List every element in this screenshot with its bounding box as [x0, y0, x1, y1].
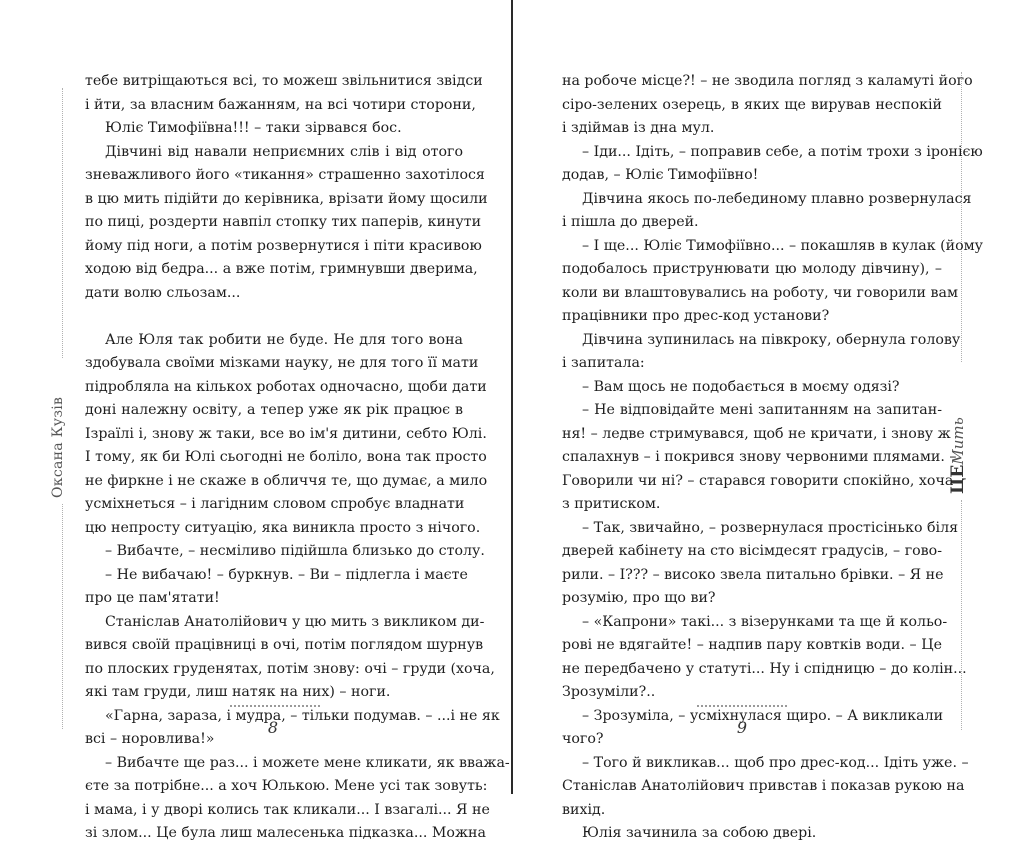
- text-line: ня! – ледве стримувався, щоб не кричати, і знову ж: [562, 425, 951, 442]
- right-margin-rule-bottom: [961, 500, 962, 730]
- text-line: Дівчина зупинилась на півкроку, обернула голову: [582, 331, 961, 348]
- text-line: – Вибачте, – несміливо підійшла близько до столу.: [105, 543, 485, 559]
- text-line: – Вибачте ще раз... і можете мене кликати, як вважа-: [105, 754, 510, 771]
- text-line: цю непросту ситуацію, яка виникла просто з нічого.: [85, 519, 481, 536]
- text-line: – Так, звичайно, – розвернулася простісінько біля: [582, 519, 959, 536]
- text-line: в цю мить підійти до керівника, врізати йому щосили: [85, 190, 488, 207]
- text-line: усміхнеться – і лагідним словом спробує владнати: [85, 496, 465, 512]
- text-line: вихід.: [562, 801, 606, 818]
- text-line: – Іди... Ідіть, – поправив себе, а потім трохи з іронією: [582, 143, 983, 160]
- text-line: по плоских груденятах, потім знову: очі – груди (хоча,: [85, 660, 495, 677]
- text-line: на робоче місце?! – не зводила погляд з каламуті його: [562, 73, 973, 89]
- text-line: доні належну освіту, а тепер уже як рік працює в: [85, 402, 463, 418]
- text-line: про це пам'ятати!: [85, 590, 220, 606]
- text-line: Дівчина якось по-лебединому плавно розвернулася: [582, 190, 972, 207]
- text-line: – Не відповідайте мені запитанням на запитан-: [582, 402, 942, 418]
- text-line: подобалось приструнювати цю молоду дівчину), –: [562, 261, 942, 277]
- text-line: тебе витріщаються всі, то можеш звільнитися звідси: [85, 73, 483, 89]
- text-line: Станіслав Анатолійович у цю мить з викликом ди-: [105, 613, 485, 630]
- text-line: Зрозуміли?..: [562, 684, 656, 700]
- left-margin-rule-bottom: [62, 504, 63, 729]
- text-line: Юлія зачинила за собою двері.: [582, 825, 817, 841]
- text-line: – Того й викликав... щоб про дрес-код... Ідіть уже. –: [582, 754, 969, 771]
- text-line: [85, 305, 463, 329]
- text-line: дати волю сльозам...: [85, 284, 241, 301]
- left-folio-ornament: [230, 705, 320, 707]
- brand-mit: Мить: [949, 417, 967, 465]
- text-line: дверей кабінету на сто вісімдесят градусів, – гово-: [562, 543, 942, 559]
- text-line: сіро-зелених озерець, в яких ще вирував неспокій: [562, 96, 942, 113]
- text-line: вився своїй працівниці в очі, потім поглядом шурнув: [85, 637, 484, 653]
- text-line: рові не вдягайте! – надпив пару ковтків води. – Це: [562, 637, 942, 653]
- text-line: підробляла на кількох роботах одночасно, щоби дати: [85, 378, 487, 395]
- book-gutter: [511, 0, 513, 794]
- text-line: додав, – Юліє Тимофіївно!: [562, 167, 759, 183]
- running-author: Оксана Кузів: [50, 396, 66, 498]
- text-line: і пішла до дверей.: [562, 214, 699, 230]
- text-line: зі злом... Це була лиш малесенька підказка... Можна: [85, 825, 486, 841]
- brand-ce: ЦЕ: [948, 464, 968, 494]
- text-line: працівники про дрес-код установи?: [562, 308, 830, 324]
- text-line: єте за потрібне... а хоч Юлькою. Мене усі так зовуть:: [85, 778, 488, 794]
- text-line: Говорили чи ні? – старався говорити спокійно, хоча: [562, 472, 954, 489]
- left-page-number: 8: [267, 718, 279, 737]
- text-line: чого?: [562, 731, 604, 747]
- text-line: коли ви влаштовувались на роботу, чи говорили вам: [562, 284, 959, 301]
- right-margin-rule-top: [961, 72, 962, 362]
- text-line: здобувала своїми мізками науку, не для того її мати: [85, 355, 479, 371]
- text-line: зневажливого його «тикання» страшенно захотілося: [85, 167, 485, 183]
- right-page-number: 9: [736, 718, 748, 737]
- text-line: Станіслав Анатолійович привстав і показав рукою на: [562, 778, 965, 794]
- text-line: не фиркне і не скаже в обличчя те, що думає, а мило: [85, 472, 488, 489]
- text-line: рили. – І??? – високо звела питально брівки. – Я не: [562, 566, 944, 583]
- text-line: і йти, за власним бажанням, на всі чотири сторони,: [85, 96, 476, 113]
- text-line: всі – норовлива!»: [85, 731, 215, 747]
- text-line: «Гарна, зараза, і мудра, – тільки подумав. – ...і не як: [105, 707, 500, 724]
- right-folio-ornament: [697, 705, 787, 707]
- text-line: розумію, про що ви?: [562, 590, 716, 606]
- text-line: ходою від бедра... а вже потім, гримнувши дверима,: [85, 261, 478, 277]
- text-line: – Вам щось не подобається в моєму одязі?: [582, 378, 900, 395]
- text-line: по пиці, роздерти навпіл стопку тих паперів, кинути: [85, 214, 482, 230]
- left-margin-rule-top: [62, 88, 63, 358]
- text-line: – Не вибачаю! – буркнув. – Ви – підлегла і маєте: [105, 566, 468, 583]
- text-line: йому під ноги, а потім розвернутися і піти красивою: [85, 237, 482, 254]
- text-line: І тому, як би Юлі сьогодні не боліло, вона так просто: [85, 449, 487, 465]
- text-line: Юліє Тимофіївна!!! – таки зірвався бос.: [105, 120, 402, 136]
- text-line: спалахнув – і покрився знову червоними плямами. –: [562, 449, 957, 465]
- text-line: і мама, і у дворі колись так кликали... І взагалі... Я не: [85, 801, 490, 818]
- text-line: і здіймав із дна мул.: [562, 120, 715, 136]
- text-line: і запитала:: [562, 355, 645, 371]
- text-line: – Зрозуміла, – усміхнулася щиро. – А викликали: [582, 707, 944, 724]
- text-line: Дівчині від навали неприємних слів і від отого: [105, 143, 463, 160]
- text-line: Але Юля так робити не буде. Не для того вона: [105, 331, 463, 348]
- text-line: не передбачено у статуті... Ну і спідницю – до колін...: [562, 660, 967, 677]
- text-line: – «Капрони» такі... з візерунками та ще й кольо-: [582, 613, 948, 630]
- text-line: Ізраїлі і, знову ж таки, все во ім'я дитини, себто Юлі.: [85, 425, 487, 442]
- text-line: з притиском.: [562, 496, 661, 512]
- text-line: – І ще... Юліє Тимофіївно... – покашляв в кулак (йому: [582, 237, 984, 254]
- text-line: які там груди, лиш натяк на них) – ноги.: [85, 684, 391, 700]
